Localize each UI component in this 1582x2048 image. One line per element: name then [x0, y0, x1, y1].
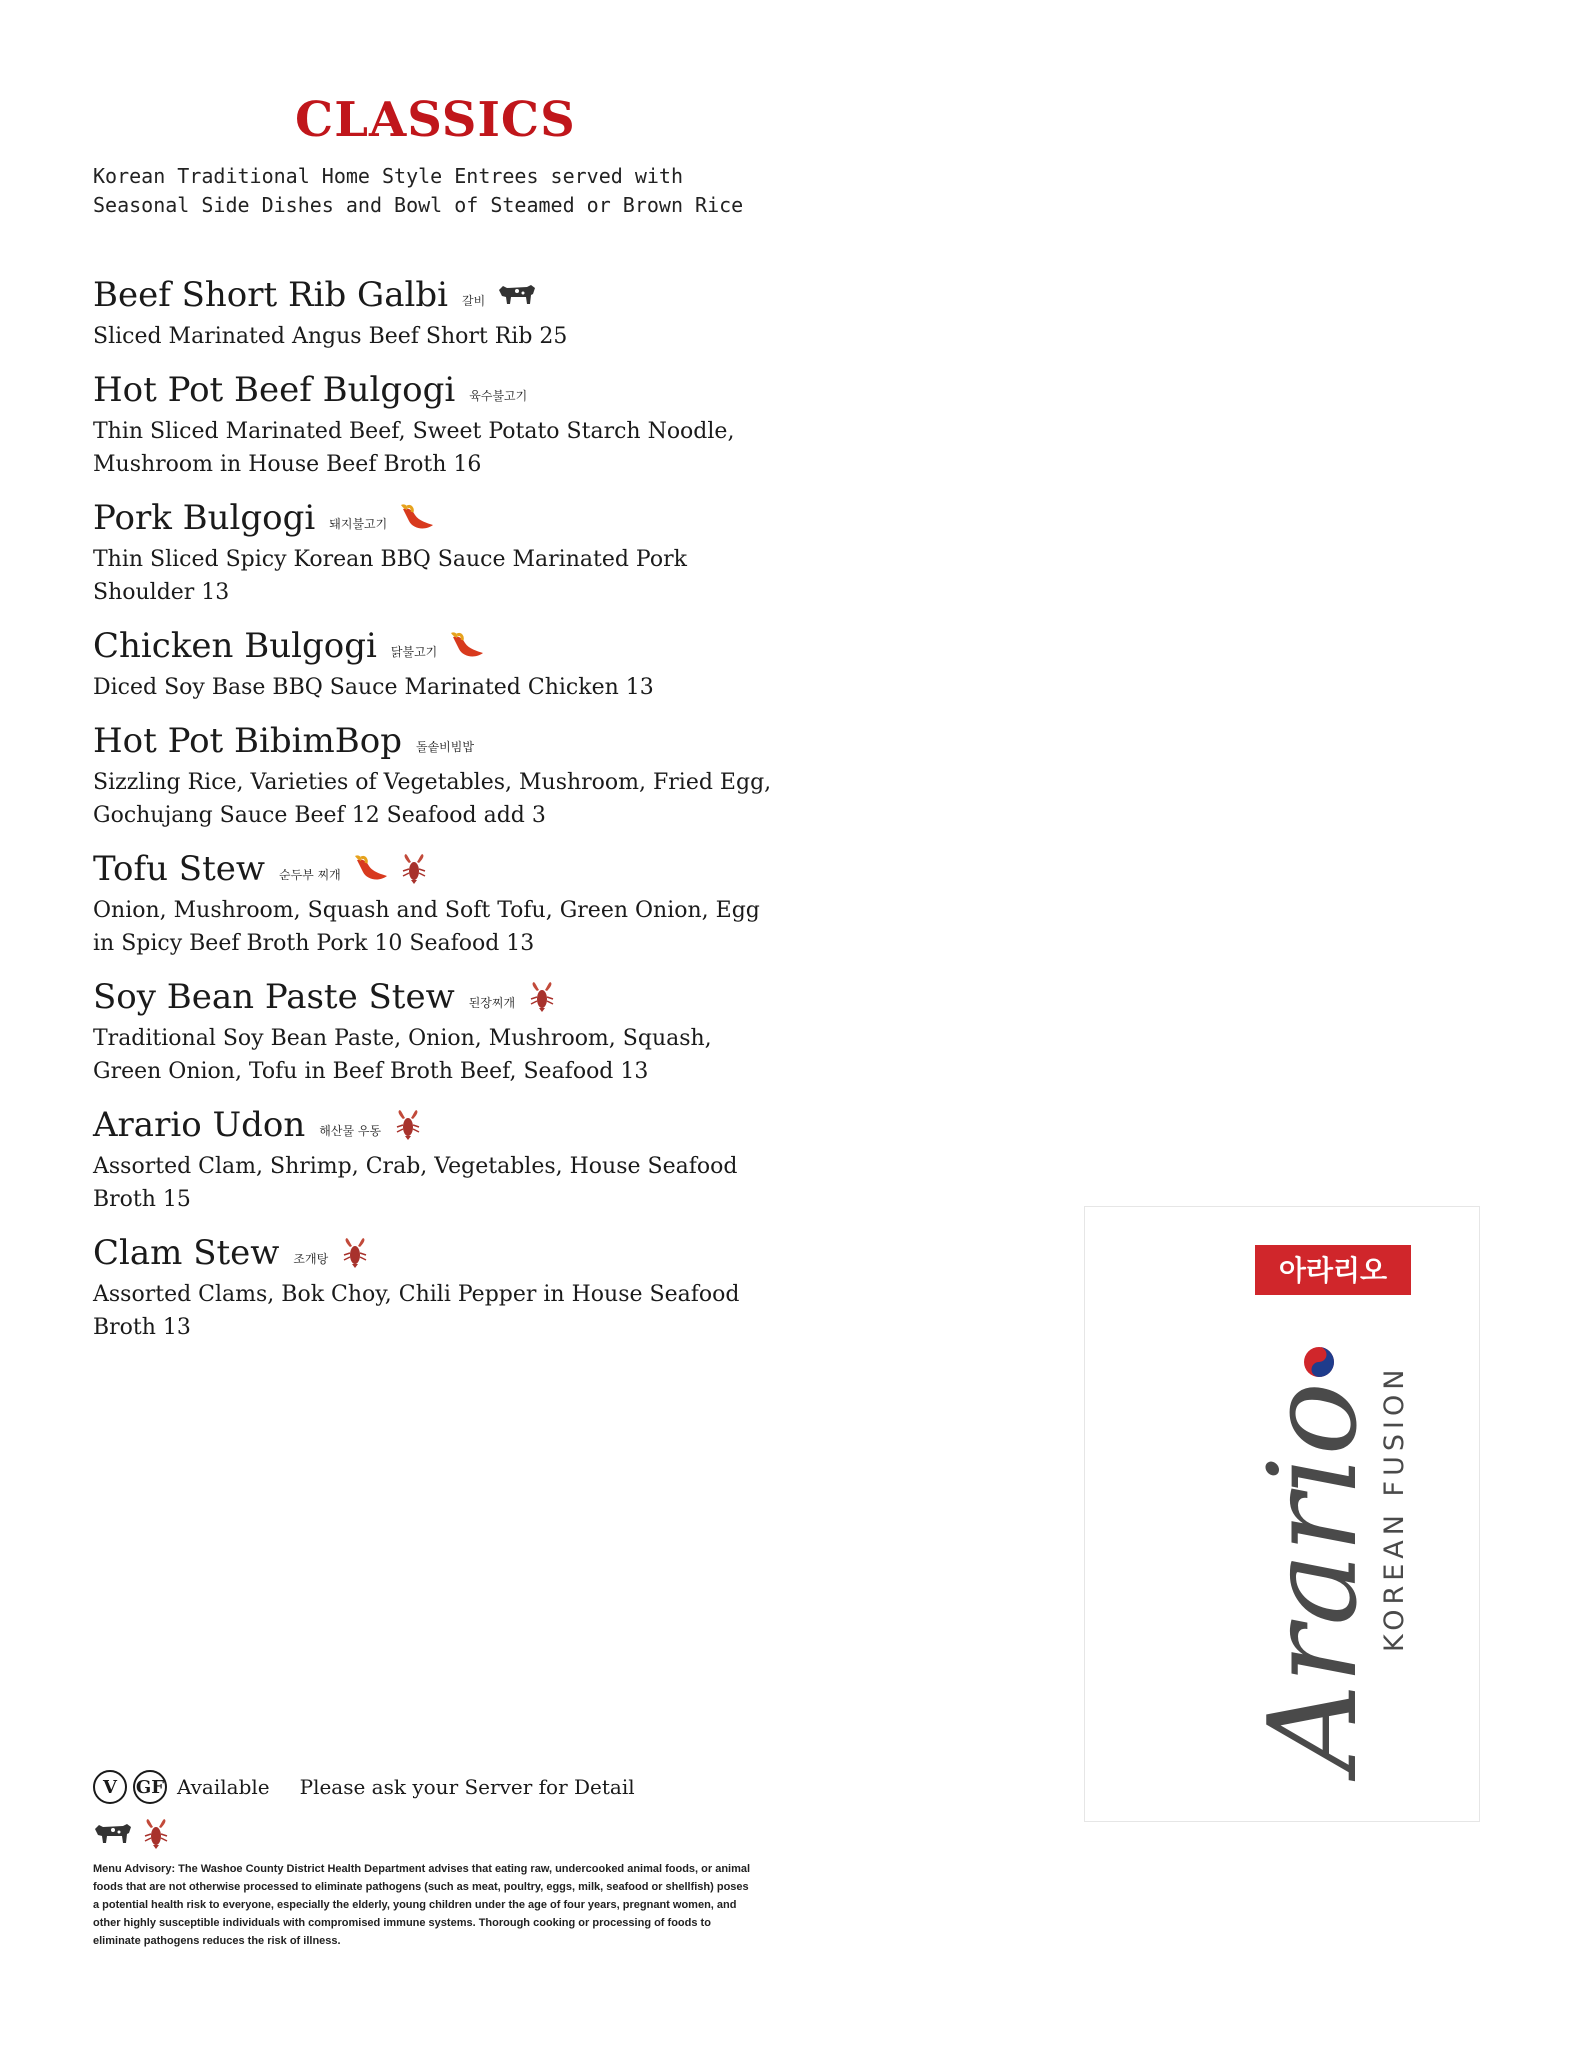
menu-item-name: Soy Bean Paste Stew	[93, 977, 455, 1017]
lobster-icon	[399, 853, 429, 885]
menu-item-description: Sizzling Rice, Varieties of Vegetables, Mushroom, Fried Egg, Gochujang Sauce Beef 12 Seafood add 3	[93, 770, 772, 828]
menu-item-korean-name: 육수불고기	[469, 388, 528, 403]
menu-item-icons	[497, 282, 537, 308]
menu-item-korean-name: 돌솥비빔밥	[416, 739, 474, 754]
arario-logo	[1084, 1206, 1480, 1822]
menu-item-description: Sliced Marinated Angus Beef Short Rib 25	[93, 324, 568, 349]
menu-item-korean-name: 갈비	[462, 293, 486, 308]
menu-item-description: Assorted Clam, Shrimp, Crab, Vegetables, House Seafood Broth 15	[93, 1154, 738, 1212]
menu-item-korean-name: 된장찌개	[468, 995, 516, 1010]
menu-item-name: Clam Stew	[93, 1233, 280, 1273]
menu-item-description: Thin Sliced Spicy Korean BBQ Sauce Marinated Pork Shoulder 13	[93, 547, 687, 605]
logo-tagline: KOREAN FUSION	[1379, 1364, 1410, 1652]
menu-item-header	[93, 367, 773, 413]
chili-icon	[399, 503, 435, 533]
dietary-legend	[93, 1770, 635, 1804]
menu-item	[93, 1230, 773, 1344]
chili-icon	[449, 631, 485, 661]
logo-brand-text: Arario	[1242, 1382, 1384, 1772]
menu-item-name: Beef Short Rib Galbi	[93, 275, 448, 315]
gluten-free-badge: GF	[133, 1770, 167, 1804]
menu-item-header	[93, 1102, 773, 1148]
menu-item-name: Arario Udon	[93, 1105, 306, 1145]
menu-item-description: Diced Soy Base BBQ Sauce Marinated Chicken 13	[93, 675, 654, 700]
menu-item-name: Hot Pot BibimBop	[93, 721, 402, 761]
lobster-icon	[527, 981, 557, 1013]
menu-item-icons	[399, 503, 435, 533]
menu-advisory: Menu Advisory: The Washoe County District Health Department advises that eating raw, undercooked animal foods, or animal foods that are not otherwise processed to eliminate pathogens (such as meat, poultry, eggs, milk, seafood or shellfish) poses a potential health risk to everyone, especially the elderly, young children under the age of four years, pregnant women, and other highly susceptible individuals with compromised immune systems. Thorough cooking or processing of foods to eliminate pathogens reduces the risk of illness.	[93, 1863, 751, 1947]
menu-item-header	[93, 272, 773, 318]
menu-item-header	[93, 495, 773, 541]
ask-server-note: Please ask your Server for Detail	[299, 1775, 635, 1799]
legend-icons	[93, 1818, 171, 1850]
menu-item-header	[93, 718, 773, 764]
menu-item-header	[93, 623, 773, 669]
menu-item-description: Thin Sliced Marinated Beef, Sweet Potato Starch Noodle, Mushroom in House Beef Broth 16	[93, 419, 735, 477]
menu-item-icons	[340, 1237, 370, 1269]
menu-item	[93, 495, 773, 609]
menu-item-description: Traditional Soy Bean Paste, Onion, Mushroom, Squash, Green Onion, Tofu in Beef Broth Beef, Seafood 13	[93, 1026, 712, 1084]
menu-item-korean-name: 순두부 찌개	[278, 867, 341, 882]
menu-item-korean-name: 해산물 우동	[319, 1123, 382, 1138]
menu-item-name: Chicken Bulgogi	[93, 626, 377, 666]
menu-item-icons	[353, 853, 429, 885]
available-label: Available	[177, 1775, 270, 1799]
menu-item	[93, 367, 773, 481]
lobster-icon	[340, 1237, 370, 1269]
menu-item	[93, 846, 773, 960]
menu-item-description: Onion, Mushroom, Squash and Soft Tofu, Green Onion, Egg in Spicy Beef Broth Pork 10 Seafood 13	[93, 898, 760, 956]
lobster-icon	[393, 1109, 423, 1141]
arario-logo-graphic	[1085, 1207, 1481, 1823]
menu-item-header	[93, 1230, 773, 1276]
menu-subtitle: Korean Traditional Home Style Entrees served with Seasonal Side Dishes and Bowl of Steamed or Brown Rice	[93, 164, 744, 217]
menu-item-name: Hot Pot Beef Bulgogi	[93, 370, 456, 410]
menu-item-name: Pork Bulgogi	[93, 498, 316, 538]
menu-item-header	[93, 846, 773, 892]
menu-item-description: Assorted Clams, Bok Choy, Chili Pepper in House Seafood Broth 13	[93, 1282, 740, 1340]
menu-item-icons	[393, 1109, 423, 1141]
lobster-icon	[141, 1818, 171, 1850]
menu-item-name: Tofu Stew	[93, 849, 265, 889]
logo-korean-text: 아라리오	[1278, 1254, 1388, 1287]
menu-item	[93, 623, 773, 704]
menu-item-korean-name: 조개탕	[293, 1251, 329, 1266]
menu-item	[93, 974, 773, 1088]
menu-item-header	[93, 974, 773, 1020]
menu-title: CLASSICS	[295, 92, 576, 148]
cow-icon	[497, 282, 537, 308]
cow-icon	[93, 1821, 133, 1847]
menu-item-icons	[449, 631, 485, 661]
menu-item	[93, 1102, 773, 1216]
menu-item-icons	[527, 981, 557, 1013]
menu-item-korean-name: 닭불고기	[390, 644, 438, 659]
vegetarian-badge: V	[93, 1770, 127, 1804]
menu-items-list	[93, 272, 773, 1358]
menu-item	[93, 272, 773, 353]
menu-item-korean-name: 돼지불고기	[329, 516, 388, 531]
menu-item	[93, 718, 773, 832]
chili-icon	[353, 854, 389, 884]
